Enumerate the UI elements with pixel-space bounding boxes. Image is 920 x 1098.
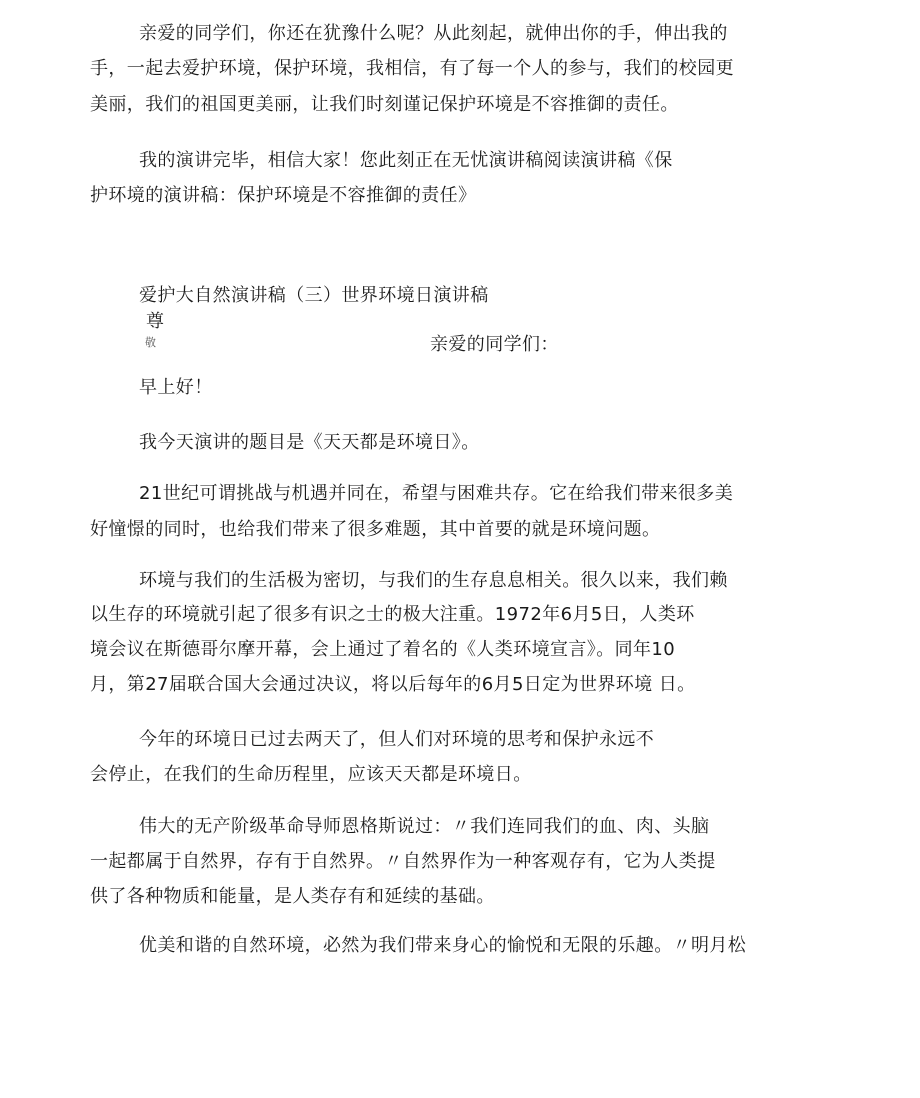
paragraph-4-line-4: 月，第27届联合国大会通过决议，将以后每年的6月5日定为世界环境 日。: [90, 674, 696, 695]
paragraph-6-line-2: 一起都属于自然界，存有于自然界。〃自然界作为一种客观存有，它为人类提: [90, 851, 716, 872]
paragraph-3-line-1: 21世纪可谓挑战与机遇并同在，希望与困难共存。它在给我们带来很多美: [139, 483, 734, 504]
paragraph-1-line-2: 手，一起去爱护环境，保护环境，我相信，有了每一个人的参与，我们的校园更: [90, 58, 734, 79]
salutation-prefix: 尊: [146, 311, 165, 332]
salutation: 亲爱的同学们：: [430, 334, 559, 355]
paragraph-2-line-2: 护环境的演讲稿：保护环境是不容推御的责任》: [90, 185, 477, 206]
paragraph-6-line-1: 伟大的无产阶级革命导师恩格斯说过：〃我们连同我们的血、肉、头脑: [139, 816, 710, 837]
paragraph-6-line-3: 供了各种物质和能量，是人类存有和延续的基础。: [90, 886, 495, 907]
paragraph-7-line-1: 优美和谐的自然环境，必然为我们带来身心的愉悦和无限的乐趣。〃明月松: [139, 935, 747, 956]
topic-line: 我今天演讲的题目是《天天都是环境日》。: [139, 432, 480, 453]
paragraph-5-line-2: 会停止，在我们的生命历程里，应该天天都是环境日。: [90, 764, 532, 785]
greeting: 早上好！: [139, 377, 213, 398]
paragraph-1-line-3: 美丽，我们的祖国更美丽，让我们时刻谨记保护环境是不容推御的责任。: [90, 94, 679, 115]
paragraph-3-line-2: 好憧憬的同时，也给我们带来了很多难题，其中首要的就是环境问题。: [90, 519, 661, 540]
salutation-smudge: 敬: [145, 336, 156, 349]
paragraph-4-line-1: 环境与我们的生活极为密切，与我们的生存息息相关。很久以来，我们赖: [139, 570, 728, 591]
paragraph-1-line-1: 亲爱的同学们，你还在犹豫什么呢？从此刻起，就伸出你的手，伸出我的: [139, 23, 728, 44]
paragraph-2-line-1: 我的演讲完毕，相信大家！您此刻正在无忧演讲稿阅读演讲稿《保: [139, 150, 673, 171]
paragraph-4-line-3: 境会议在斯德哥尔摩开幕，会上通过了着名的《人类环境宣言》。同年10: [90, 639, 676, 660]
paragraph-4-line-2: 以生存的环境就引起了很多有识之士的极大注重。1972年6月5日，人类环: [90, 604, 695, 625]
paragraph-5-line-1: 今年的环境日已过去两天了，但人们对环境的思考和保护永远不: [139, 729, 655, 750]
section-title: 爱护大自然演讲稿（三）世界环境日演讲稿: [139, 285, 489, 306]
